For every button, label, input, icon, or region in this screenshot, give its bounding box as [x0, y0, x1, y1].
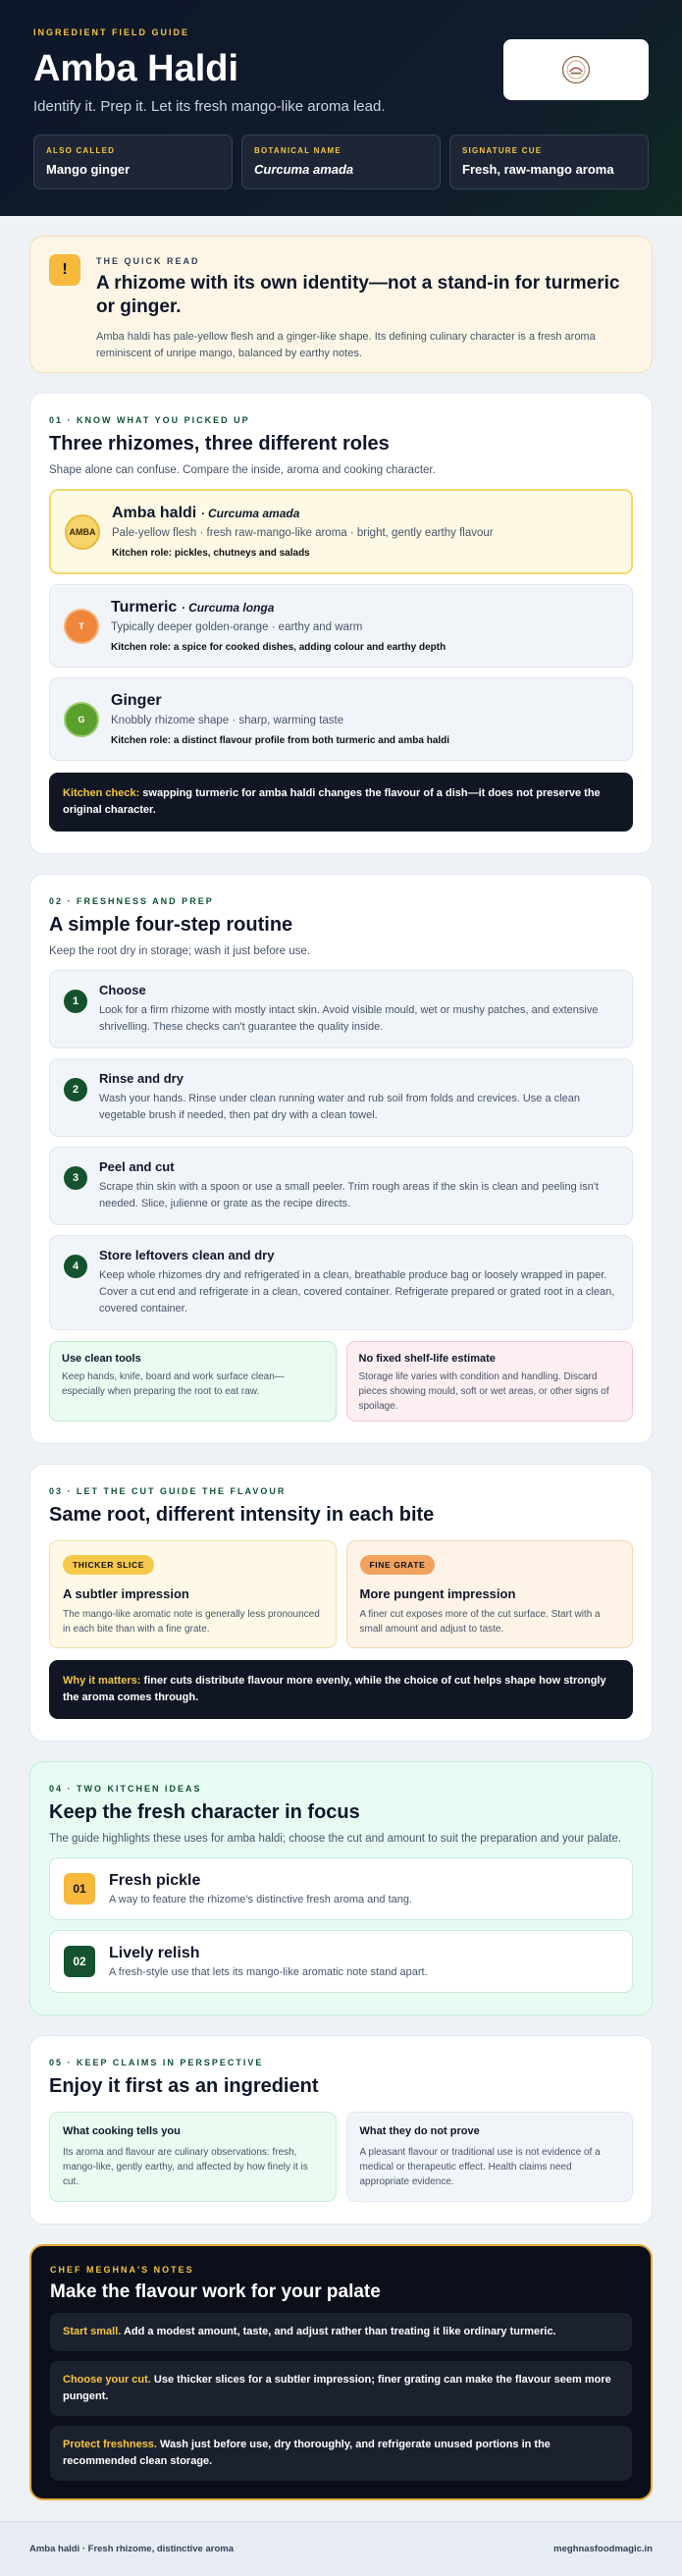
cut-title: A subtler impression	[63, 1586, 189, 1601]
fact-value: Curcuma amada	[254, 162, 354, 177]
main-content	[0, 236, 682, 2500]
chef-tip	[50, 2313, 632, 2351]
rhizome-role: Kitchen role: a spice for cooked dishes, adding colour and earthy depth	[111, 642, 446, 653]
fact-label: BOTANICAL NAME	[254, 146, 341, 155]
claims-compare	[49, 2112, 633, 2202]
cut-compare	[49, 1540, 633, 1648]
logo-icon	[558, 52, 594, 87]
step-description: Look for a firm rhizome with mostly intact skin. Avoid visible mould, wet or mushy patches, and extensive shrivelling. These checks can't guarantee the quality inside.	[99, 1004, 599, 1033]
know-section	[29, 393, 653, 854]
tip-text: Add a modest amount, taste, and adjust rather than treating it like ordinary turmeric.	[121, 2326, 556, 2337]
fact-value: Mango ginger	[46, 162, 131, 177]
why-it-matters-note	[49, 1660, 633, 1719]
tip-key: Start small.	[63, 2326, 122, 2337]
step-item	[49, 1058, 633, 1137]
quick-body: Amba haldi has pale-yellow flesh and a ginger-like shape. Its defining culinary character is a fresh aroma reminiscent of unripe mango, balanced by earthy notes.	[96, 331, 596, 359]
quick-read-card	[29, 236, 653, 373]
idea-item	[49, 1857, 633, 1920]
idea-title: Fresh pickle	[109, 1872, 201, 1889]
fact-botanical-name	[241, 134, 441, 189]
footer-site-link[interactable]: meghnasfoodmagic.in	[553, 2544, 653, 2554]
step-title: Peel and cut	[99, 1159, 175, 1174]
rhizome-name	[111, 692, 449, 710]
step-item	[49, 1147, 633, 1225]
section-title: Enjoy it first as an ingredient	[49, 2075, 319, 2097]
tip-clean-tools	[49, 1341, 337, 1422]
cut-card-thicker-slice	[49, 1540, 337, 1648]
cut-title: More pungent impression	[359, 1586, 516, 1601]
tip-body: Storage life varies with condition and handling. Discard pieces showing mould, soft or wet areas, or other signs of spoilage.	[358, 1371, 609, 1412]
tip-title: Use clean tools	[62, 1353, 141, 1365]
rhizome-card-ginger	[49, 677, 633, 761]
claim-cooking	[49, 2112, 337, 2202]
rhizome-role: Kitchen role: pickles, chutneys and salads	[112, 548, 310, 559]
rhizome-description: Knobbly rhizome shape · sharp, warming taste	[111, 715, 344, 726]
quick-eyebrow: THE QUICK READ	[96, 256, 200, 266]
rhizome-name	[111, 599, 446, 617]
ginger-badge-icon: G	[64, 702, 99, 737]
rhizome-scientific-name: · Curcuma longa	[181, 601, 275, 615]
note-key: Why it matters:	[63, 1675, 141, 1687]
step-item	[49, 970, 633, 1048]
chef-title: Make the flavour work for your palate	[50, 2281, 381, 2302]
tip-text: Use thicker slices for a subtler impression; finer grating can make the flavour seem more pungent.	[63, 2374, 611, 2402]
section-title: Same root, different intensity in each bite	[49, 1504, 435, 1526]
step-number: 4	[64, 1255, 87, 1278]
step-description: Scrape thin skin with a spoon or use a small peeler. Trim rough areas if the skin is clean and peeling isn't needed. Slice, julienne or grate as the recipe directs.	[99, 1181, 599, 1209]
cut-pill: THICKER SLICE	[63, 1555, 154, 1575]
rhizome-name	[112, 505, 494, 522]
prep-section	[29, 874, 653, 1444]
step-description: Keep whole rhizomes dry and refrigerated in a clean, breathable produce bag or loosely wrapped in paper. Cover a cut end and refrigerate in a clean, covered container. Refrigerate prepared or grated root in a clean, covered container.	[99, 1269, 615, 1315]
cut-body: A finer cut exposes more of the cut surface. Start with a small amount and adjust to taste.	[359, 1609, 601, 1635]
rhizome-name-text: Turmeric	[111, 599, 178, 616]
claim-title: What they do not prove	[359, 2125, 480, 2137]
cut-pill: FINE GRATE	[360, 1555, 436, 1575]
step-number: 2	[64, 1078, 87, 1101]
rhizome-name-text: Ginger	[111, 692, 162, 709]
chef-tip	[50, 2426, 632, 2481]
cut-body: The mango-like aromatic note is generally less pronounced in each bite than with a fine grate.	[63, 1609, 320, 1635]
idea-item	[49, 1930, 633, 1993]
hero-eyebrow: INGREDIENT FIELD GUIDE	[33, 27, 190, 37]
rhizome-scientific-name: · Curcuma amada	[200, 507, 300, 520]
section-eyebrow: 03 · LET THE CUT GUIDE THE FLAVOUR	[49, 1486, 287, 1496]
section-eyebrow: 02 · FRESHNESS AND PREP	[49, 896, 214, 906]
hero-tagline: Identify it. Prep it. Let its fresh mango-like aroma lead.	[33, 98, 386, 115]
step-title: Store leftovers clean and dry	[99, 1248, 275, 1262]
chef-notes-card	[29, 2244, 653, 2500]
idea-description: A way to feature the rhizome's distinctive fresh aroma and tang.	[109, 1894, 413, 1905]
section-eyebrow: 01 · KNOW WHAT YOU PICKED UP	[49, 415, 250, 425]
rhizome-role: Kitchen role: a distinct flavour profile from both turmeric and amba haldi	[111, 735, 450, 746]
tip-shelf-life	[346, 1341, 634, 1422]
rhizome-description: Typically deeper golden-orange · earthy and warm	[111, 621, 363, 633]
rhizome-description: Pale-yellow flesh · fresh raw-mango-like aroma · bright, gently earthy flavour	[112, 527, 494, 539]
section-eyebrow: 05 · KEEP CLAIMS IN PERSPECTIVE	[49, 2058, 264, 2067]
section-title: A simple four-step routine	[49, 914, 293, 936]
claim-body: Its aroma and flavour are culinary observations: fresh, mango-like, gently earthy, and affected by how finely it is cut.	[63, 2147, 308, 2187]
fact-label: ALSO CALLED	[46, 146, 116, 155]
idea-number: 01	[64, 1873, 95, 1905]
brand-logo[interactable]	[503, 39, 649, 100]
section-title: Three rhizomes, three different roles	[49, 433, 390, 455]
idea-title: Lively relish	[109, 1945, 200, 1961]
tip-title: No fixed shelf-life estimate	[358, 1353, 496, 1365]
tip-body: Keep hands, knife, board and work surface clean—especially when preparing the root to eat raw.	[62, 1371, 285, 1397]
chef-eyebrow: CHEF MEGHNA'S NOTES	[50, 2265, 194, 2275]
claim-body: A pleasant flavour or traditional use is not evidence of a medical or therapeutic effect. Health claims need appropriate evidence.	[359, 2147, 601, 2187]
section-subtitle: Shape alone can confuse. Compare the inside, aroma and cooking character.	[49, 464, 436, 476]
fact-value: Fresh, raw-mango aroma	[462, 162, 614, 177]
step-title: Choose	[99, 983, 146, 997]
fact-row	[33, 134, 649, 189]
idea-number: 02	[64, 1946, 95, 1977]
tip-key: Choose your cut.	[63, 2374, 151, 2386]
step-item	[49, 1235, 633, 1330]
kitchen-check-note	[49, 773, 633, 832]
chef-tip	[50, 2361, 632, 2416]
hero-header	[0, 0, 682, 216]
page-title: Amba Haldi	[33, 48, 239, 89]
note-key: Kitchen check:	[63, 787, 140, 799]
step-title: Rinse and dry	[99, 1071, 184, 1086]
footer-caption: Amba haldi · Fresh rhizome, distinctive aroma	[29, 2544, 234, 2554]
page-footer	[0, 2521, 682, 2576]
ideas-section	[29, 1761, 653, 2015]
claims-section	[29, 2035, 653, 2225]
tip-key: Protect freshness.	[63, 2439, 157, 2450]
section-subtitle: The guide highlights these uses for amba haldi; choose the cut and amount to suit the preparation and your palate.	[49, 1833, 622, 1845]
quick-title: A rhizome with its own identity—not a stand-in for turmeric or ginger.	[96, 273, 620, 317]
cut-section	[29, 1464, 653, 1742]
cut-card-fine-grate	[346, 1540, 634, 1648]
idea-description: A fresh-style use that lets its mango-like aromatic note stand apart.	[109, 1966, 428, 1978]
step-number: 3	[64, 1166, 87, 1190]
amba-badge-icon: AMBA	[65, 514, 100, 550]
alert-icon: !	[49, 254, 80, 286]
rhizome-name-text: Amba haldi	[112, 505, 197, 521]
section-subtitle: Keep the root dry in storage; wash it just before use.	[49, 945, 310, 957]
step-number: 1	[64, 990, 87, 1013]
prep-tips	[49, 1341, 633, 1422]
claim-not-prove	[346, 2112, 634, 2202]
fact-signature-cue	[449, 134, 649, 189]
note-text: swapping turmeric for amba haldi changes the flavour of a dish—it does not preserve the original character.	[63, 787, 601, 816]
rhizome-card-amba-haldi	[49, 489, 633, 574]
fact-label: SIGNATURE CUE	[462, 146, 543, 155]
section-eyebrow: 04 · TWO KITCHEN IDEAS	[49, 1784, 202, 1794]
note-text: finer cuts distribute flavour more evenly, while the choice of cut helps shape how strongly the aroma comes through.	[63, 1675, 606, 1703]
rhizome-card-turmeric	[49, 584, 633, 668]
fact-also-called	[33, 134, 233, 189]
claim-title: What cooking tells you	[63, 2125, 181, 2137]
section-title: Keep the fresh character in focus	[49, 1801, 360, 1823]
step-description: Wash your hands. Rinse under clean running water and rub soil from folds and crevices. Use a clean vegetable brush if needed, then pat dry with a clean towel.	[99, 1093, 580, 1121]
tip-text: Wash just before use, dry thoroughly, and refrigerate unused portions in the recommended clean storage.	[63, 2439, 551, 2467]
turmeric-badge-icon: T	[64, 609, 99, 644]
